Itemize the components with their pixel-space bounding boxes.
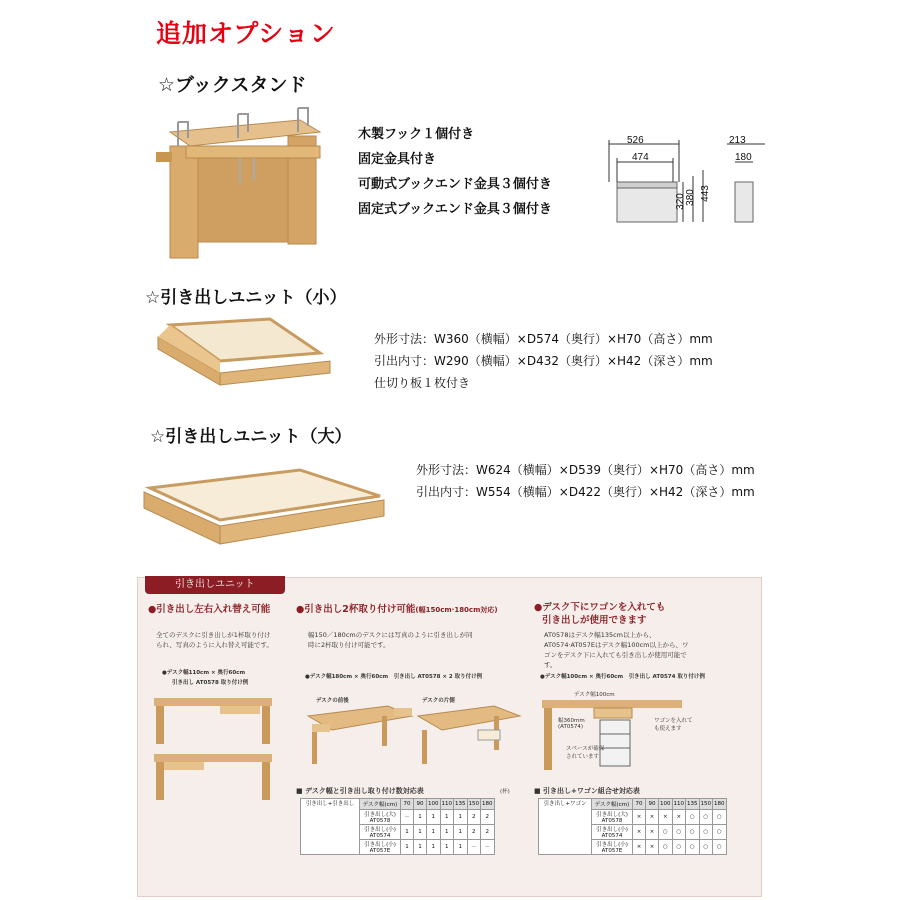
catalog-tab: 引き出しユニット [145,576,285,594]
cell: 2 [467,825,481,840]
table2-width: 100 [659,799,673,810]
cell: × [646,810,659,825]
cell: 1 [414,825,427,840]
table2-width: 180 [713,799,727,810]
cell: 2 [481,810,495,825]
table2-width: 150 [699,799,713,810]
table1-unit: (杯) [500,789,510,795]
cell: 2 [481,825,495,840]
drawer-large-inner: 引出内寸：W554（横幅）×D422（奥行）×H42（深さ）mm [416,485,755,499]
col1-caption2: 引き出し AT0578 取り付け例 [172,680,249,686]
cell: ○ [699,825,713,840]
cell: × [633,840,646,855]
table1-width: 180 [481,799,495,810]
dim-443: 443 [699,185,711,202]
cell: ○ [713,825,727,840]
col2-title-main: ●引き出し2杯取り付け可能 [296,604,416,615]
col2-caption: ●デスク幅180cm × 奥行60cm 引き出し AT0578 × 2 取り付け例 [305,674,483,680]
table2-width: 110 [672,799,686,810]
col3-label-width: デスク幅100cm [574,692,615,698]
bookstand-dimension-drawing [605,130,785,240]
drawer-large-heading: ☆引き出しユニット（大） [150,427,352,447]
table1-width: 110 [440,799,454,810]
col2-desk-photos [298,702,528,772]
table2-width: 135 [686,799,700,810]
row-label: 引き出し(大) AT0578 [360,810,401,825]
col2-title [296,601,498,615]
feature-hook: 木製フック１個付き [358,127,475,142]
cell: ○ [713,840,727,855]
cell: 1 [427,825,441,840]
cell: ○ [686,840,700,855]
bookstand-heading: ☆ブックスタンド [158,74,307,96]
table2-colhead: デスク幅(cm) [592,799,633,810]
col3-desc: AT0578はデスク幅135cm以上から、AT0574·AT057Eはデスク幅100cm以上から、ワゴンをデスク下に入れても引き出しが使用可能です。 [544,631,689,669]
cell: ○ [659,825,673,840]
col3-desk-wagon-photo [538,696,688,772]
col1-caption1: ●デスク幅110cm × 奥行60cm [162,670,246,676]
dim-380: 380 [684,189,696,206]
cell: ○ [686,825,700,840]
cell: 1 [454,810,468,825]
drawer-large-outer: 外形寸法：W624（横幅）×D539（奥行）×H70（高さ）mm [416,463,755,477]
cell: 1 [440,810,454,825]
cell: 1 [454,825,468,840]
drawer-small-inner: 引出内寸：W290（横幅）×D432（奥行）×H42（深さ）mm [374,354,713,368]
cell: 1 [440,840,454,855]
col2-label-a: デスクの前後 [316,698,349,704]
table1 [300,798,495,855]
cell: × [633,810,646,825]
cell: 1 [427,840,441,855]
cell: 1 [440,825,454,840]
cell: ○ [699,810,713,825]
table1-title: ■ デスク幅と引き出し取り付け数対応表 [296,787,424,795]
cell: － [467,840,481,855]
cell: × [672,810,686,825]
row-label: 引き出し(小) AT057E [360,840,401,855]
table1-width: 150 [467,799,481,810]
col2-title-note: (幅150cm·180cm対応) [415,606,498,614]
dim-180: 180 [735,152,752,163]
cell: 1 [401,840,414,855]
drawer-small-specs [374,328,713,394]
col3-title [534,601,665,627]
cell: × [646,825,659,840]
table2-width: 70 [633,799,646,810]
feature-fixing: 固定金具付き [358,152,437,167]
cell: × [659,810,673,825]
col2-desc: 幅150／180cmのデスクには写真のように引き出しが同時に2杯取り付け可能です。 [308,631,473,649]
col2-label-b: デスクの片側 [422,698,455,704]
table2-width: 90 [646,799,659,810]
row-label: 引き出し(小) AT0574 [592,825,633,840]
drawer-small-outer: 外形寸法：W360（横幅）×D574（奥行）×H70（高さ）mm [374,332,713,346]
feature-fixed-bookend: 固定式ブックエンド金具３個付き [358,202,552,217]
table2 [538,798,727,855]
feature-movable-bookend: 可動式ブックエンド金具３個付き [358,177,552,192]
cell: ○ [699,840,713,855]
drawer-large-specs [416,459,755,503]
cell: ○ [713,810,727,825]
col3-caption: ●デスク幅100cm × 奥行60cm 引き出し AT0574 取り付け例 [540,674,705,680]
page-title: 追加オプション [156,19,336,48]
bookstand-photo [150,102,330,267]
bookstand-features [358,122,552,222]
cell: 1 [427,810,441,825]
col1-title: ●引き出し左右入れ替え可能 [148,604,271,615]
drawer-small-note: 仕切り板１枚付き [374,376,471,390]
cell: 1 [401,825,414,840]
col3-label-wagon: ワゴンを入れても使えます [654,718,693,732]
cell: － [401,810,414,825]
cell: 1 [414,810,427,825]
table1-width: 90 [414,799,427,810]
drawer-small-photo [150,315,340,390]
cell: × [646,840,659,855]
cell: 1 [414,840,427,855]
dim-526: 526 [627,135,644,146]
cell: 2 [467,810,481,825]
cell: ○ [659,840,673,855]
dim-213: 213 [729,135,746,146]
table1-width: 100 [427,799,441,810]
col1-desk-photos [150,692,280,800]
col3-title-line2: 引き出しが使用できます [542,615,647,626]
dim-474: 474 [632,152,649,163]
row-label: 引き出し(大) AT0578 [592,810,633,825]
table1-width: 135 [454,799,468,810]
col3-title-line1: ●デスク下にワゴンを入れても [534,602,666,613]
drawer-small-heading: ☆引き出しユニット（小） [145,288,347,308]
table2-title: ■ 引き出し+ワゴン組合せ対応表 [534,787,640,795]
table1-corner: 引き出し+引き出し [301,799,360,855]
table1-colhead: デスク幅(cm) [360,799,401,810]
cell: × [633,825,646,840]
col3-label-space: スペースが確保されています [566,746,605,760]
table1-width: 70 [401,799,414,810]
col3-label-drawer: 幅360mm (AT0574) [558,718,585,730]
cell: － [481,840,495,855]
cell: ○ [672,840,686,855]
cell: ○ [672,825,686,840]
cell: 1 [454,840,468,855]
drawer-large-photo [140,460,390,550]
dim-320: 320 [674,193,686,210]
row-label: 引き出し(小) AT057E [592,840,633,855]
row-label: 引き出し(小) AT0574 [360,825,401,840]
cell: ○ [686,810,700,825]
table2-corner: 引き出し+ワゴン [539,799,592,855]
col1-desc: 全てのデスクに引き出しが1杯取り付けられ、写真のように入れ替え可能です。 [156,631,273,649]
